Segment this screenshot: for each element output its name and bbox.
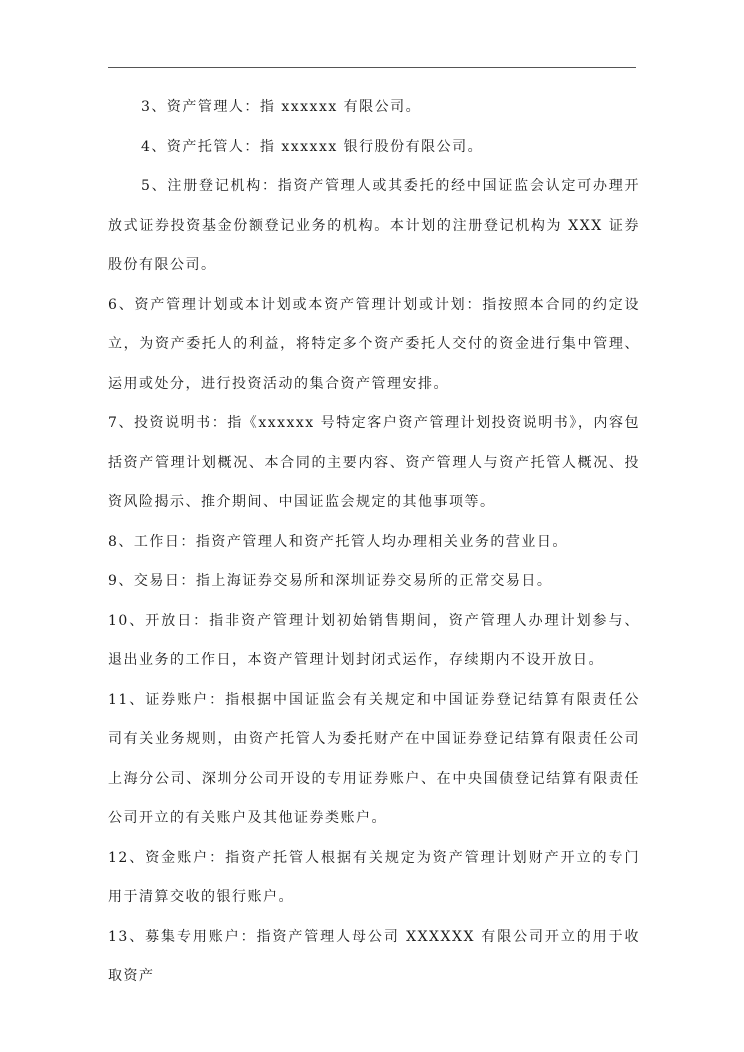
definition-11: 11、证券账户：指根据中国证监会有关规定和中国证券登记结算有限责任公司有关业务规则，由资产托管人为委托财产在中国证券登记结算有限责任公司上海分公司、深圳分公司开设的专用证券账户、在中央国债登记结算有限责任公司开立的有关账户及其他证券类账户。 [108, 691, 640, 826]
definition-6: 6、资产管理计划或本计划或本资产管理计划或计划：指按照本合同的约定设立，为资产委托人的利益，将特定多个资产委托人交付的资金进行集中管理、运用或处分，进行投资活动的集合资产管理安排。 [108, 296, 640, 392]
definition-13: 13、募集专用账户：指资产管理人母公司 XXXXXX 有限公司开立的用于收取资产 [108, 928, 640, 984]
definition-10: 10、开放日：指非资产管理计划初始销售期间，资产管理人办理计划参与、退出业务的工作日，本资产管理计划封闭式运作，存续期内不设开放日。 [108, 612, 640, 668]
definition-8: 8、工作日：指资产管理人和资产托管人均办理相关业务的营业日。 [108, 533, 568, 550]
definition-5: 5、注册登记机构：指资产管理人或其委托的经中国证监会认定可办理开放式证券投资基金份额登记业务的机构。本计划的注册登记机构为 XXX 证券股份有限公司。 [108, 178, 640, 273]
definition-4: 4、资产托管人：指 xxxxxx 银行股份有限公司。 [141, 138, 484, 155]
header-rule [108, 67, 636, 68]
document-body [108, 88, 640, 997]
definition-3: 3、资产管理人：指 xxxxxx 有限公司。 [141, 99, 422, 115]
definition-7: 7、投资说明书：指《xxxxxx 号特定客户资产管理计划投资说明书》，内容包括资产管理计划概况、本合同的主要内容、资产管理人与资产托管人概况、投资风险揭示、推介期间、中国证监会规定的其他事项等。 [108, 415, 640, 510]
definition-12: 12、资金账户：指资产托管人根据有关规定为资产管理计划财产开立的专门用于清算交收的银行账户。 [108, 849, 640, 905]
definition-9: 9、交易日：指上海证券交易所和深圳证券交易所的正常交易日。 [108, 573, 553, 589]
